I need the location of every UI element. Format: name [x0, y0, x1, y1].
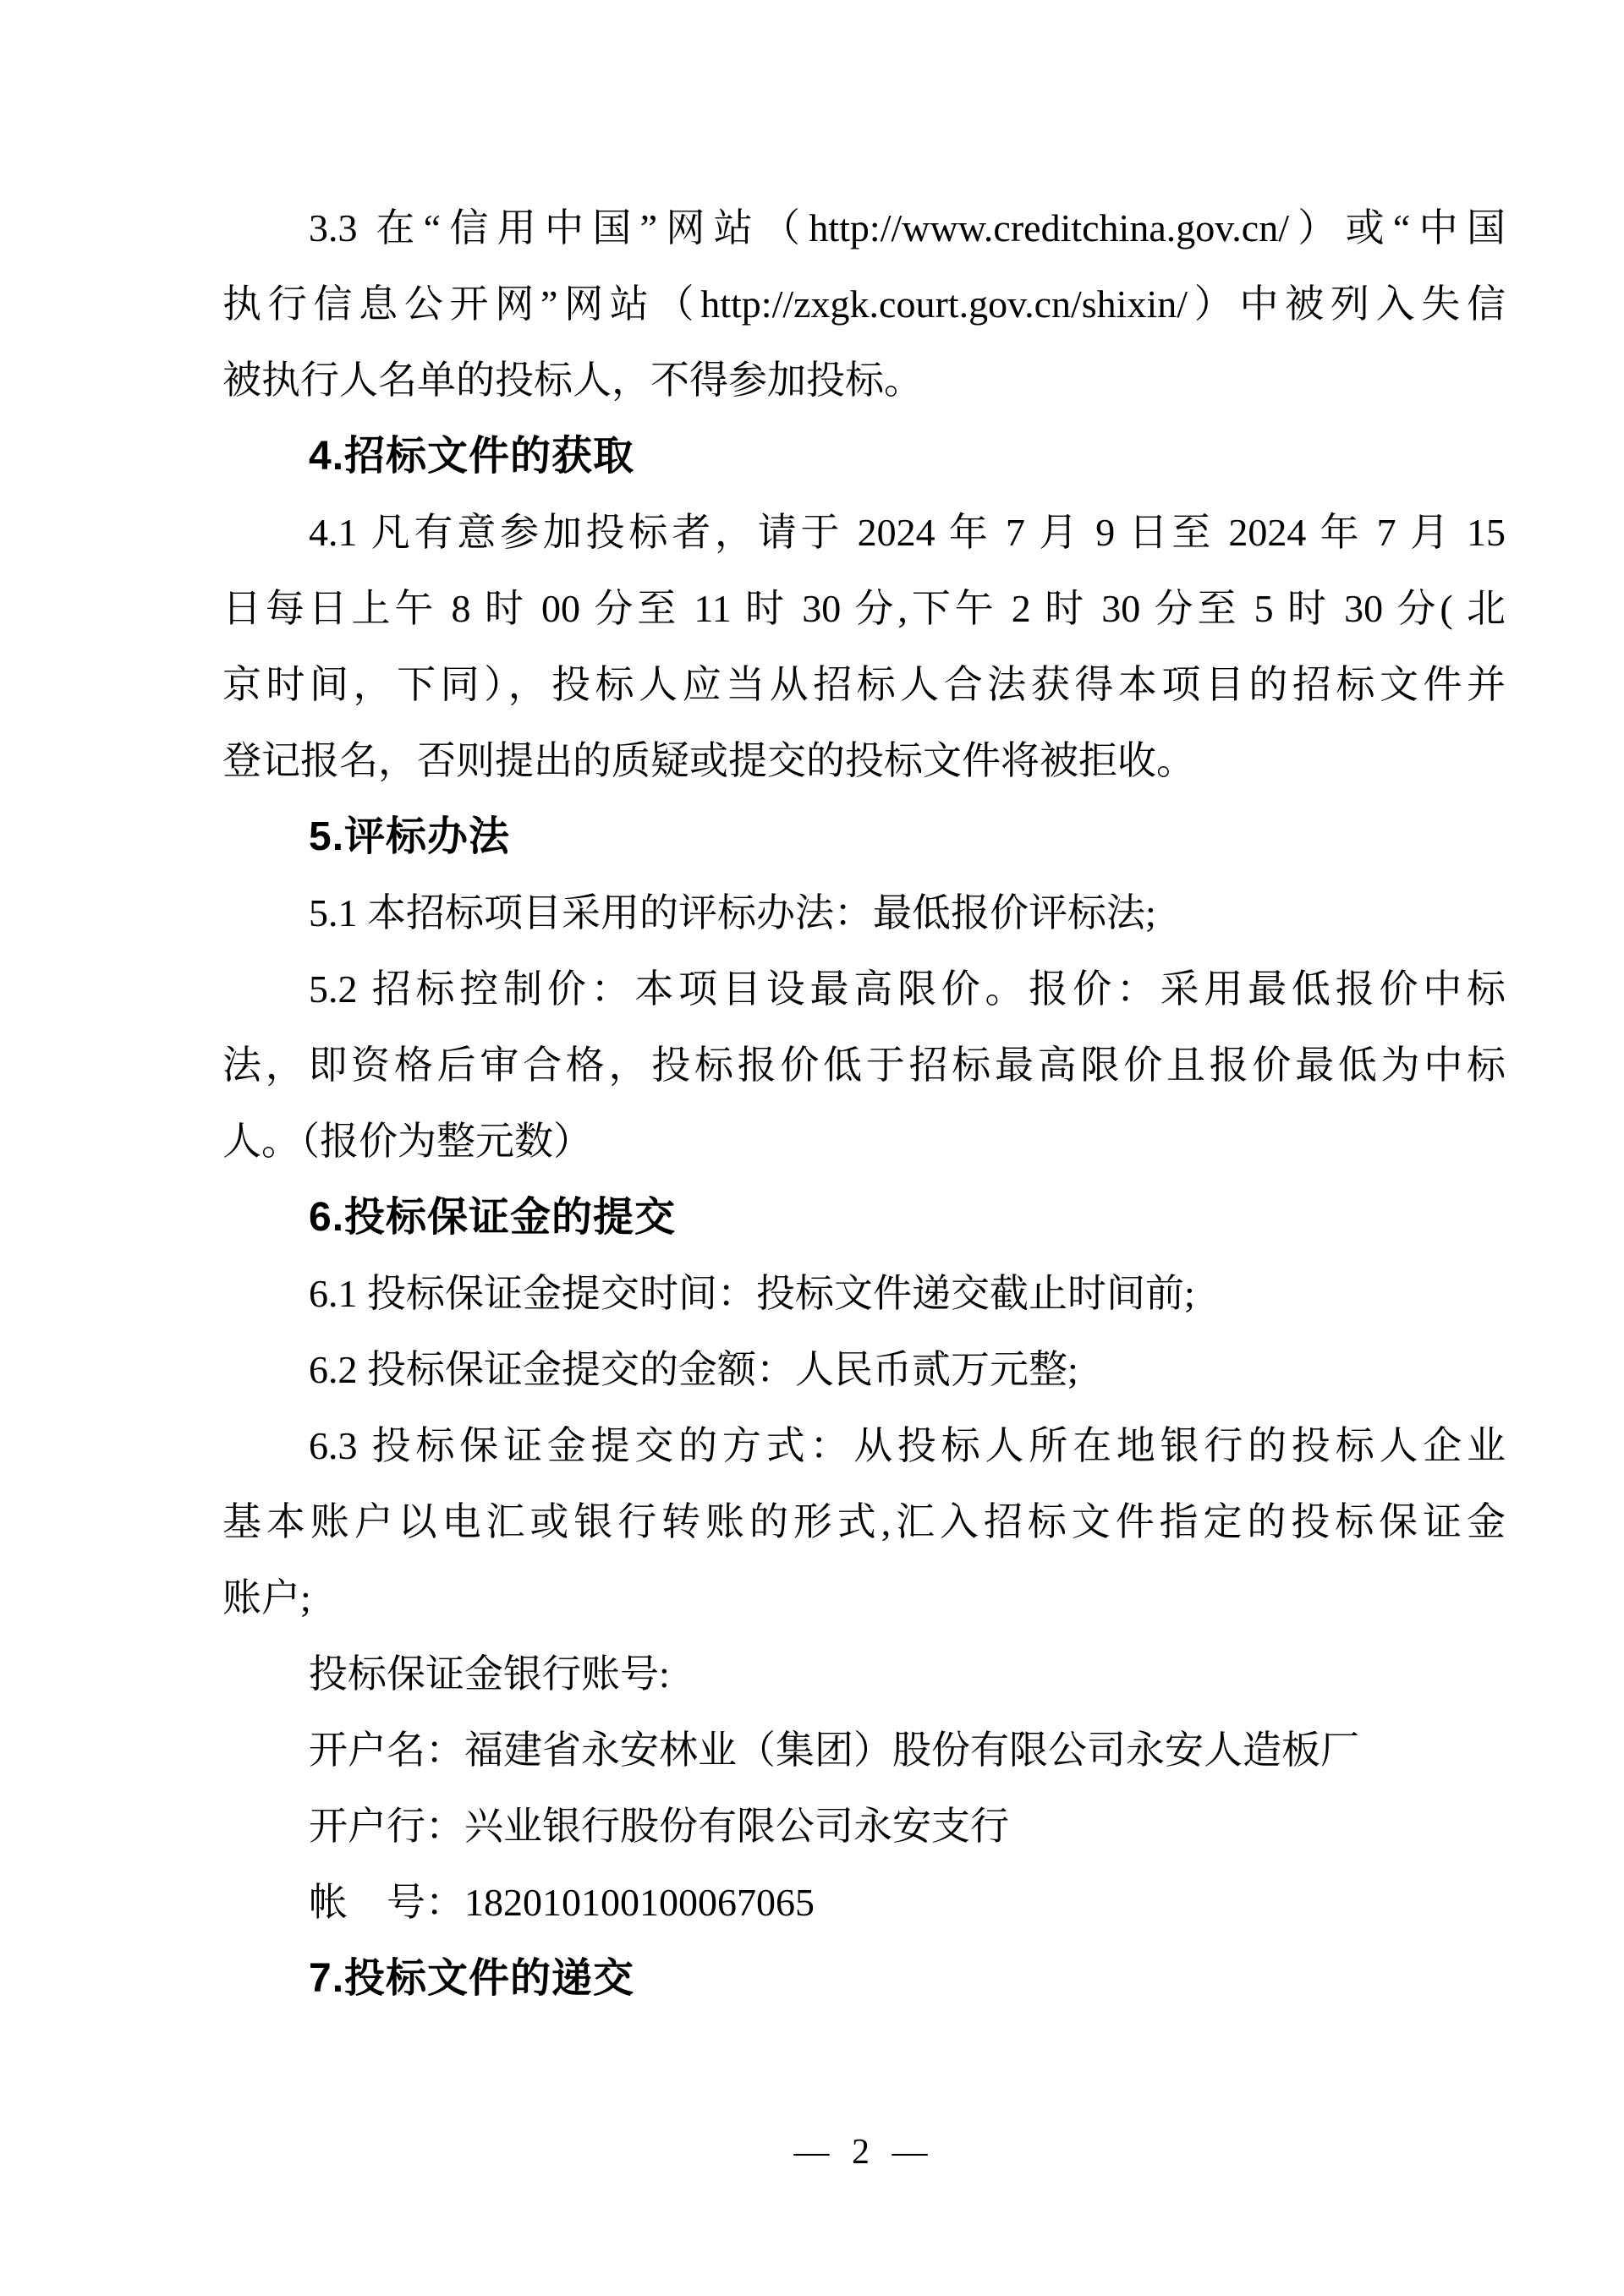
document-line: 执行信息公开网”网站（http://zxgk.court.gov.cn/shixin/）中被列入失信: [222, 282, 1506, 326]
document-line: 3.3 在“信用中国”网站（http://www.creditchina.gov.cn/）或“中国: [309, 206, 1506, 249]
document-line: 5.1 本招标项目采用的评标办法：最低报价评标法;: [309, 891, 1156, 934]
document-line: 京时间，下同），投标人应当从招标人合法获得本项目的招标文件并: [222, 663, 1506, 706]
document-body: [222, 190, 1506, 2017]
document-line: 开户名：福建省永安林业（集团）股份有限公司永安人造板厂: [309, 1729, 1359, 1772]
document-line: 4.1 凡有意参加投标者，请于 2024 年 7 月 9 日至 2024 年 7 月 15: [309, 511, 1506, 554]
document-line: 5.2 招标控制价：本项目设最高限价。报价：采用最低报价中标: [309, 967, 1506, 1011]
document-line: 开户行：兴业银行股份有限公司永安支行: [309, 1805, 1009, 1848]
section-heading: 6.投标保证金的提交: [309, 1195, 677, 1240]
section-heading: 4.招标文件的获取: [309, 434, 635, 479]
section-heading: 7.投标文件的递交: [309, 1956, 635, 2001]
section-heading: 5.评标办法: [309, 814, 511, 859]
document-line: 人。（报价为整元数）: [222, 1120, 592, 1163]
document-line: 法，即资格后审合格，投标报价低于招标最高限价且报价最低为中标: [222, 1044, 1506, 1087]
document-line: 6.2 投标保证金提交的金额：人民币贰万元整;: [309, 1348, 1078, 1391]
document-line: 日每日上午 8 时 00 分至 11 时 30 分,下午 2 时 30 分至 5 时 30 分( 北: [222, 587, 1506, 630]
document-line: 登记报名，否则提出的质疑或提交的投标文件将被拒收。: [222, 739, 1195, 782]
page-number: — 2 —: [793, 2133, 935, 2172]
document-line: 6.1 投标保证金提交时间：投标文件递交截止时间前;: [309, 1272, 1195, 1315]
document-line: 帐 号：182010100100067065: [309, 1881, 815, 1924]
document-line: 6.3 投标保证金提交的方式：从投标人所在地银行的投标人企业: [309, 1424, 1506, 1467]
document-line: 投标保证金银行账号:: [309, 1652, 670, 1696]
document-line: 基本账户以电汇或银行转账的形式,汇入招标文件指定的投标保证金: [222, 1500, 1506, 1543]
document-line: 账户;: [222, 1576, 311, 1619]
document-line: 被执行人名单的投标人，不得参加投标。: [222, 359, 923, 402]
